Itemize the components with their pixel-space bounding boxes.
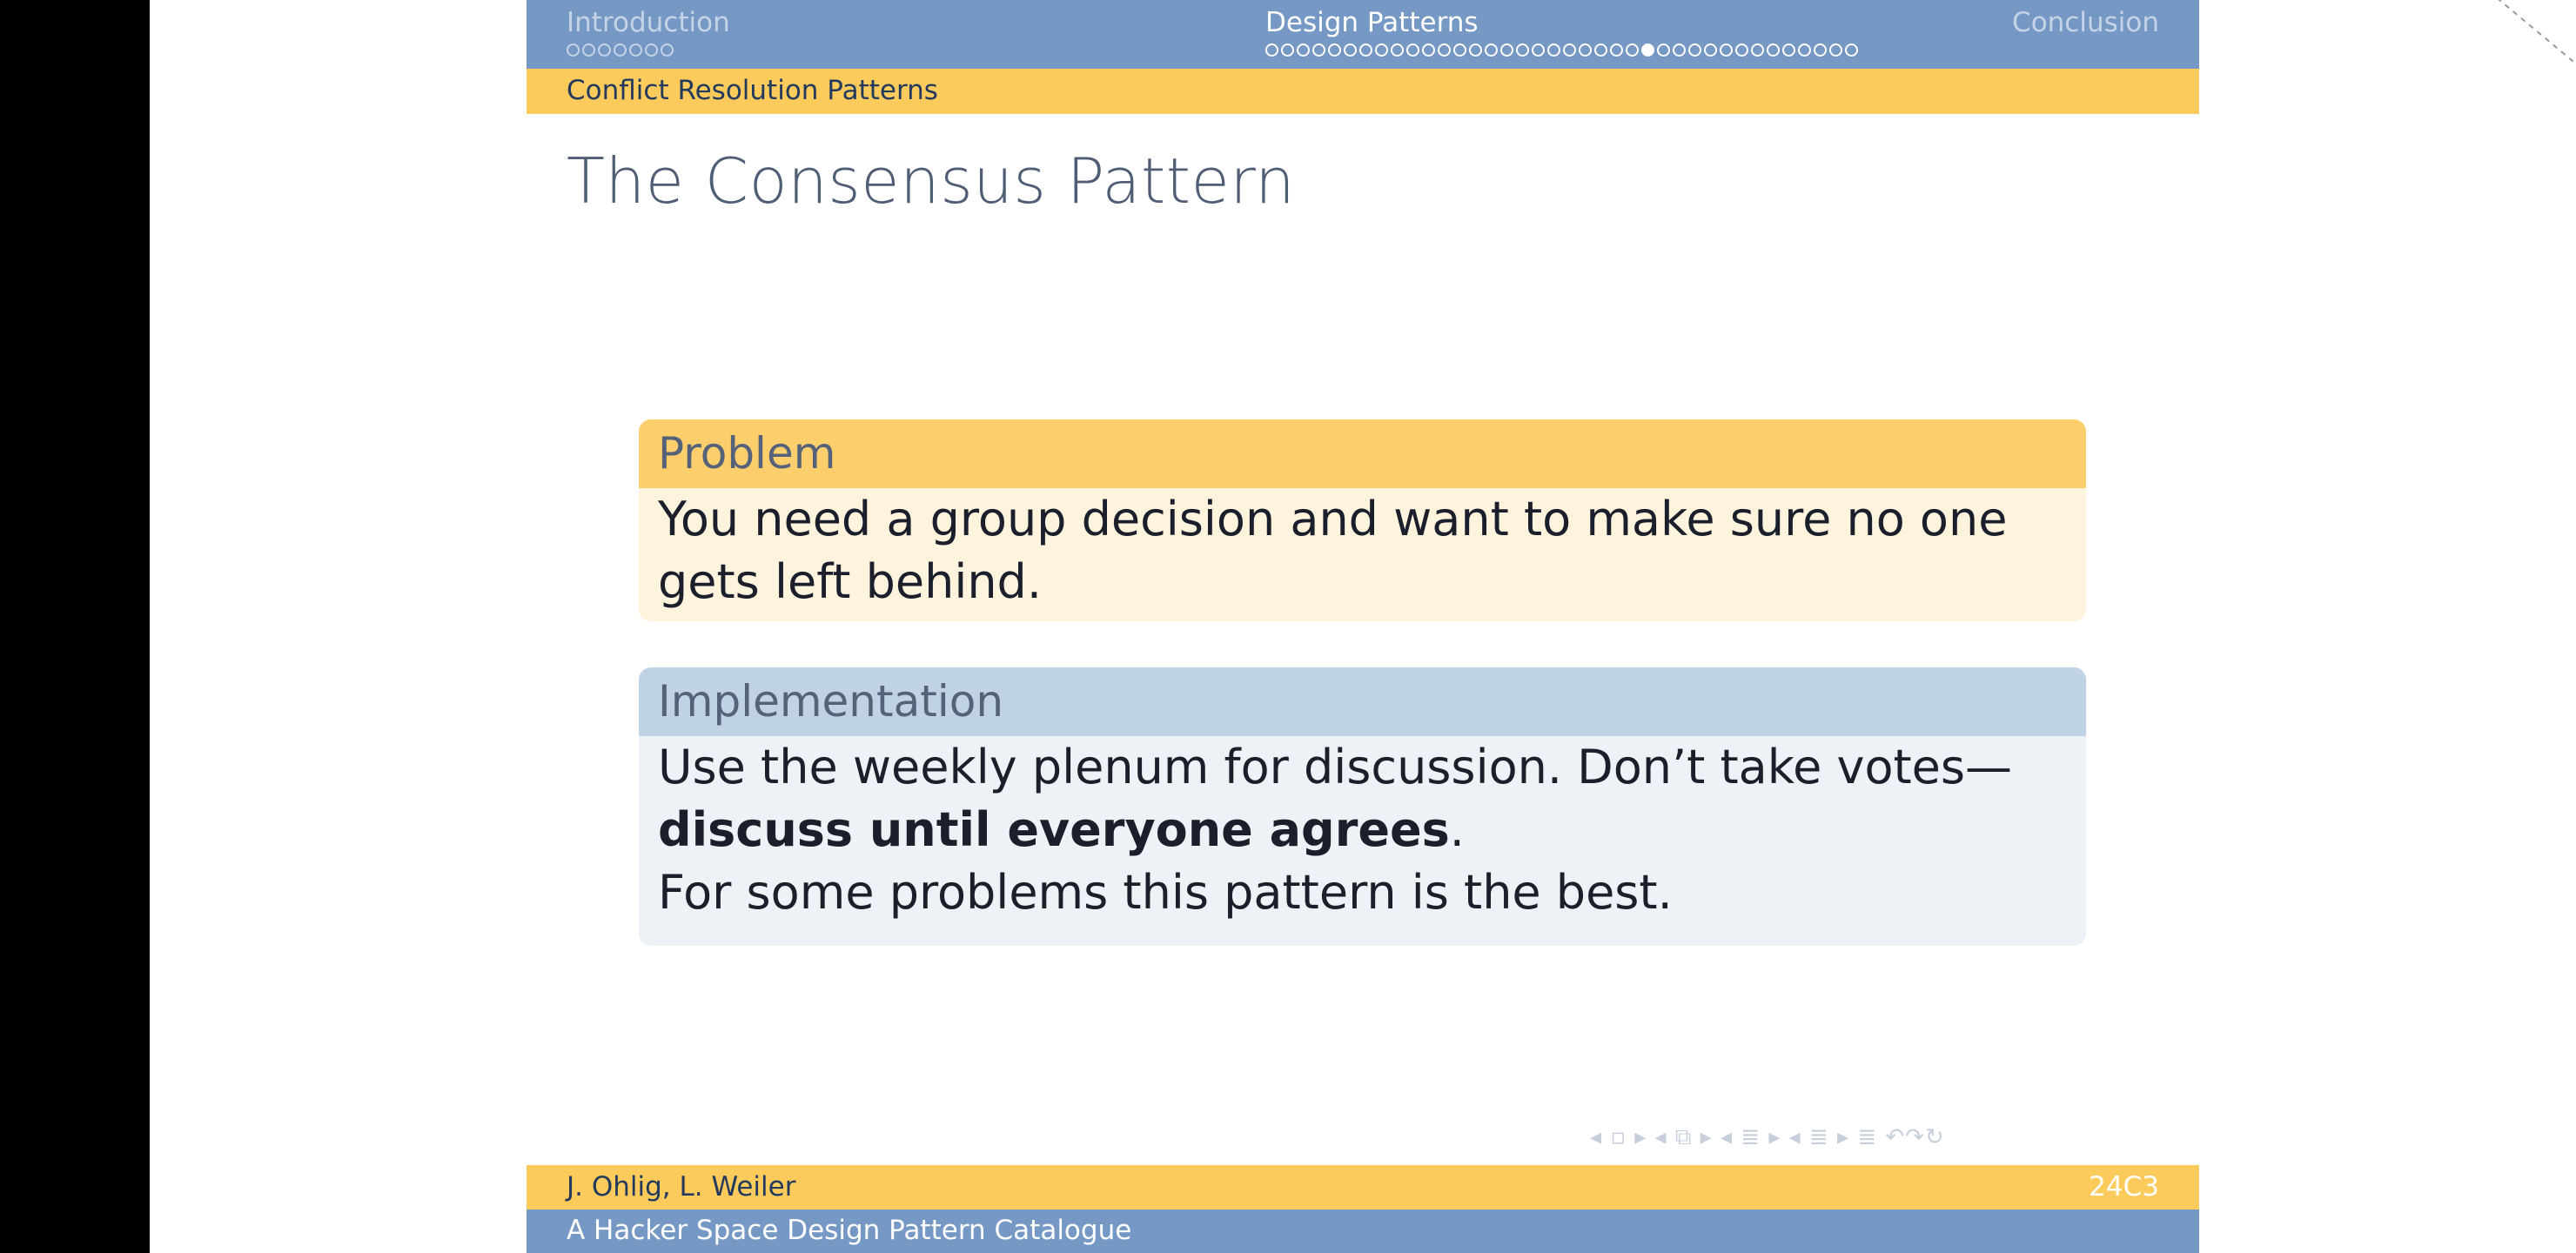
left-black-margin (0, 0, 150, 1253)
nav-frame-dot[interactable] (1829, 44, 1842, 57)
nav-frame-dot[interactable] (1610, 44, 1623, 57)
nav-section-title[interactable]: Introduction (567, 7, 730, 38)
nav-frame-dot[interactable] (1814, 44, 1827, 57)
footer-title: A Hacker Space Design Pattern Catalogue (567, 1215, 1132, 1246)
nav-frame-dot[interactable] (1297, 44, 1310, 57)
nav-frame-dot[interactable] (645, 44, 658, 57)
nav-frame-dot[interactable] (1798, 44, 1811, 57)
nav-frame-dot[interactable] (1563, 44, 1576, 57)
nav-section-title[interactable]: Conclusion (2012, 7, 2159, 38)
implementation-emphasis: discuss until everyone agrees (658, 802, 1450, 857)
frame-title: The Consensus Pattern (567, 144, 1296, 218)
nav-frame-dot[interactable] (1641, 44, 1654, 57)
nav-frame-dot[interactable] (1547, 44, 1560, 57)
nav-frame-dot[interactable] (1406, 44, 1419, 57)
nav-frame-dot[interactable] (1312, 44, 1325, 57)
problem-block (639, 419, 2086, 621)
nav-frame-dot[interactable] (1626, 44, 1639, 57)
nav-frame-dot[interactable] (1704, 44, 1717, 57)
footer-author-bar (527, 1165, 2199, 1209)
beamer-navigation-symbols[interactable]: ◂ ▫ ▸ ◂ ⧉ ▸ ◂ ≣ ▸ ◂ ≣ ▸ ≣ ↶↷↻ (1590, 1124, 1945, 1150)
nav-dots (567, 44, 730, 57)
slide (527, 0, 2199, 1253)
nav-frame-dot[interactable] (1767, 44, 1780, 57)
nav-frame-dot[interactable] (1359, 44, 1372, 57)
nav-frame-dot[interactable] (1532, 44, 1545, 57)
nav-frame-dot[interactable] (1391, 44, 1404, 57)
nav-dots (1265, 44, 1858, 57)
nav-frame-dot[interactable] (1281, 44, 1294, 57)
nav-frame-dot[interactable] (1720, 44, 1733, 57)
footer-event: 24C3 (2089, 1171, 2159, 1203)
nav-frame-dot[interactable] (1438, 44, 1451, 57)
nav-frame-dot[interactable] (567, 44, 580, 57)
subsection-bar (527, 69, 2199, 114)
nav-frame-dot[interactable] (614, 44, 627, 57)
implementation-block (639, 667, 2086, 946)
nav-frame-dot[interactable] (598, 44, 611, 57)
nav-frame-dot[interactable] (1453, 44, 1466, 57)
nav-section-design-patterns[interactable] (1265, 5, 1858, 57)
problem-block-body: You need a group decision and want to make sure no one gets left behind. (658, 492, 2008, 609)
implementation-period: . (1449, 802, 1465, 857)
nav-frame-dot[interactable] (1375, 44, 1388, 57)
nav-frame-dot[interactable] (1735, 44, 1748, 57)
nav-frame-dot[interactable] (1751, 44, 1764, 57)
implementation-second-line: For some problems this pattern is the best. (658, 865, 1673, 920)
nav-frame-dot[interactable] (1265, 44, 1278, 57)
nav-frame-dot[interactable] (582, 44, 595, 57)
nav-frame-dot[interactable] (1422, 44, 1435, 57)
implementation-block-title: Implementation (639, 667, 2086, 736)
nav-frame-dot[interactable] (1516, 44, 1529, 57)
nav-section-introduction[interactable] (567, 5, 730, 57)
nav-frame-dot[interactable] (1579, 44, 1592, 57)
nav-frame-dot[interactable] (1469, 44, 1482, 57)
nav-frame-dot[interactable] (1344, 44, 1357, 57)
nav-frame-dot[interactable] (1485, 44, 1498, 57)
diagonal-dashed-line (2489, 0, 2576, 104)
nav-frame-dot[interactable] (1500, 44, 1513, 57)
footer-title-bar (527, 1209, 2199, 1253)
navigation-bar (527, 0, 2199, 69)
implementation-block-body (639, 736, 2086, 933)
problem-block-title: Problem (639, 419, 2086, 488)
nav-section-title[interactable]: Design Patterns (1265, 7, 1479, 38)
nav-frame-dot[interactable] (1782, 44, 1795, 57)
nav-frame-dot[interactable] (1328, 44, 1341, 57)
subsection-title[interactable]: Conflict Resolution Patterns (567, 75, 938, 106)
nav-frame-dot[interactable] (629, 44, 642, 57)
nav-section-conclusion[interactable] (2012, 5, 2159, 40)
nav-frame-dot[interactable] (1688, 44, 1701, 57)
implementation-text: Use the weekly plenum for discussion. Don’t take votes— (658, 740, 2013, 794)
nav-frame-dot[interactable] (1845, 44, 1858, 57)
nav-frame-dot[interactable] (661, 44, 674, 57)
nav-frame-dot[interactable] (1594, 44, 1607, 57)
nav-frame-dot[interactable] (1657, 44, 1670, 57)
footer-authors: J. Ohlig, L. Weiler (567, 1171, 796, 1203)
nav-frame-dot[interactable] (1673, 44, 1686, 57)
